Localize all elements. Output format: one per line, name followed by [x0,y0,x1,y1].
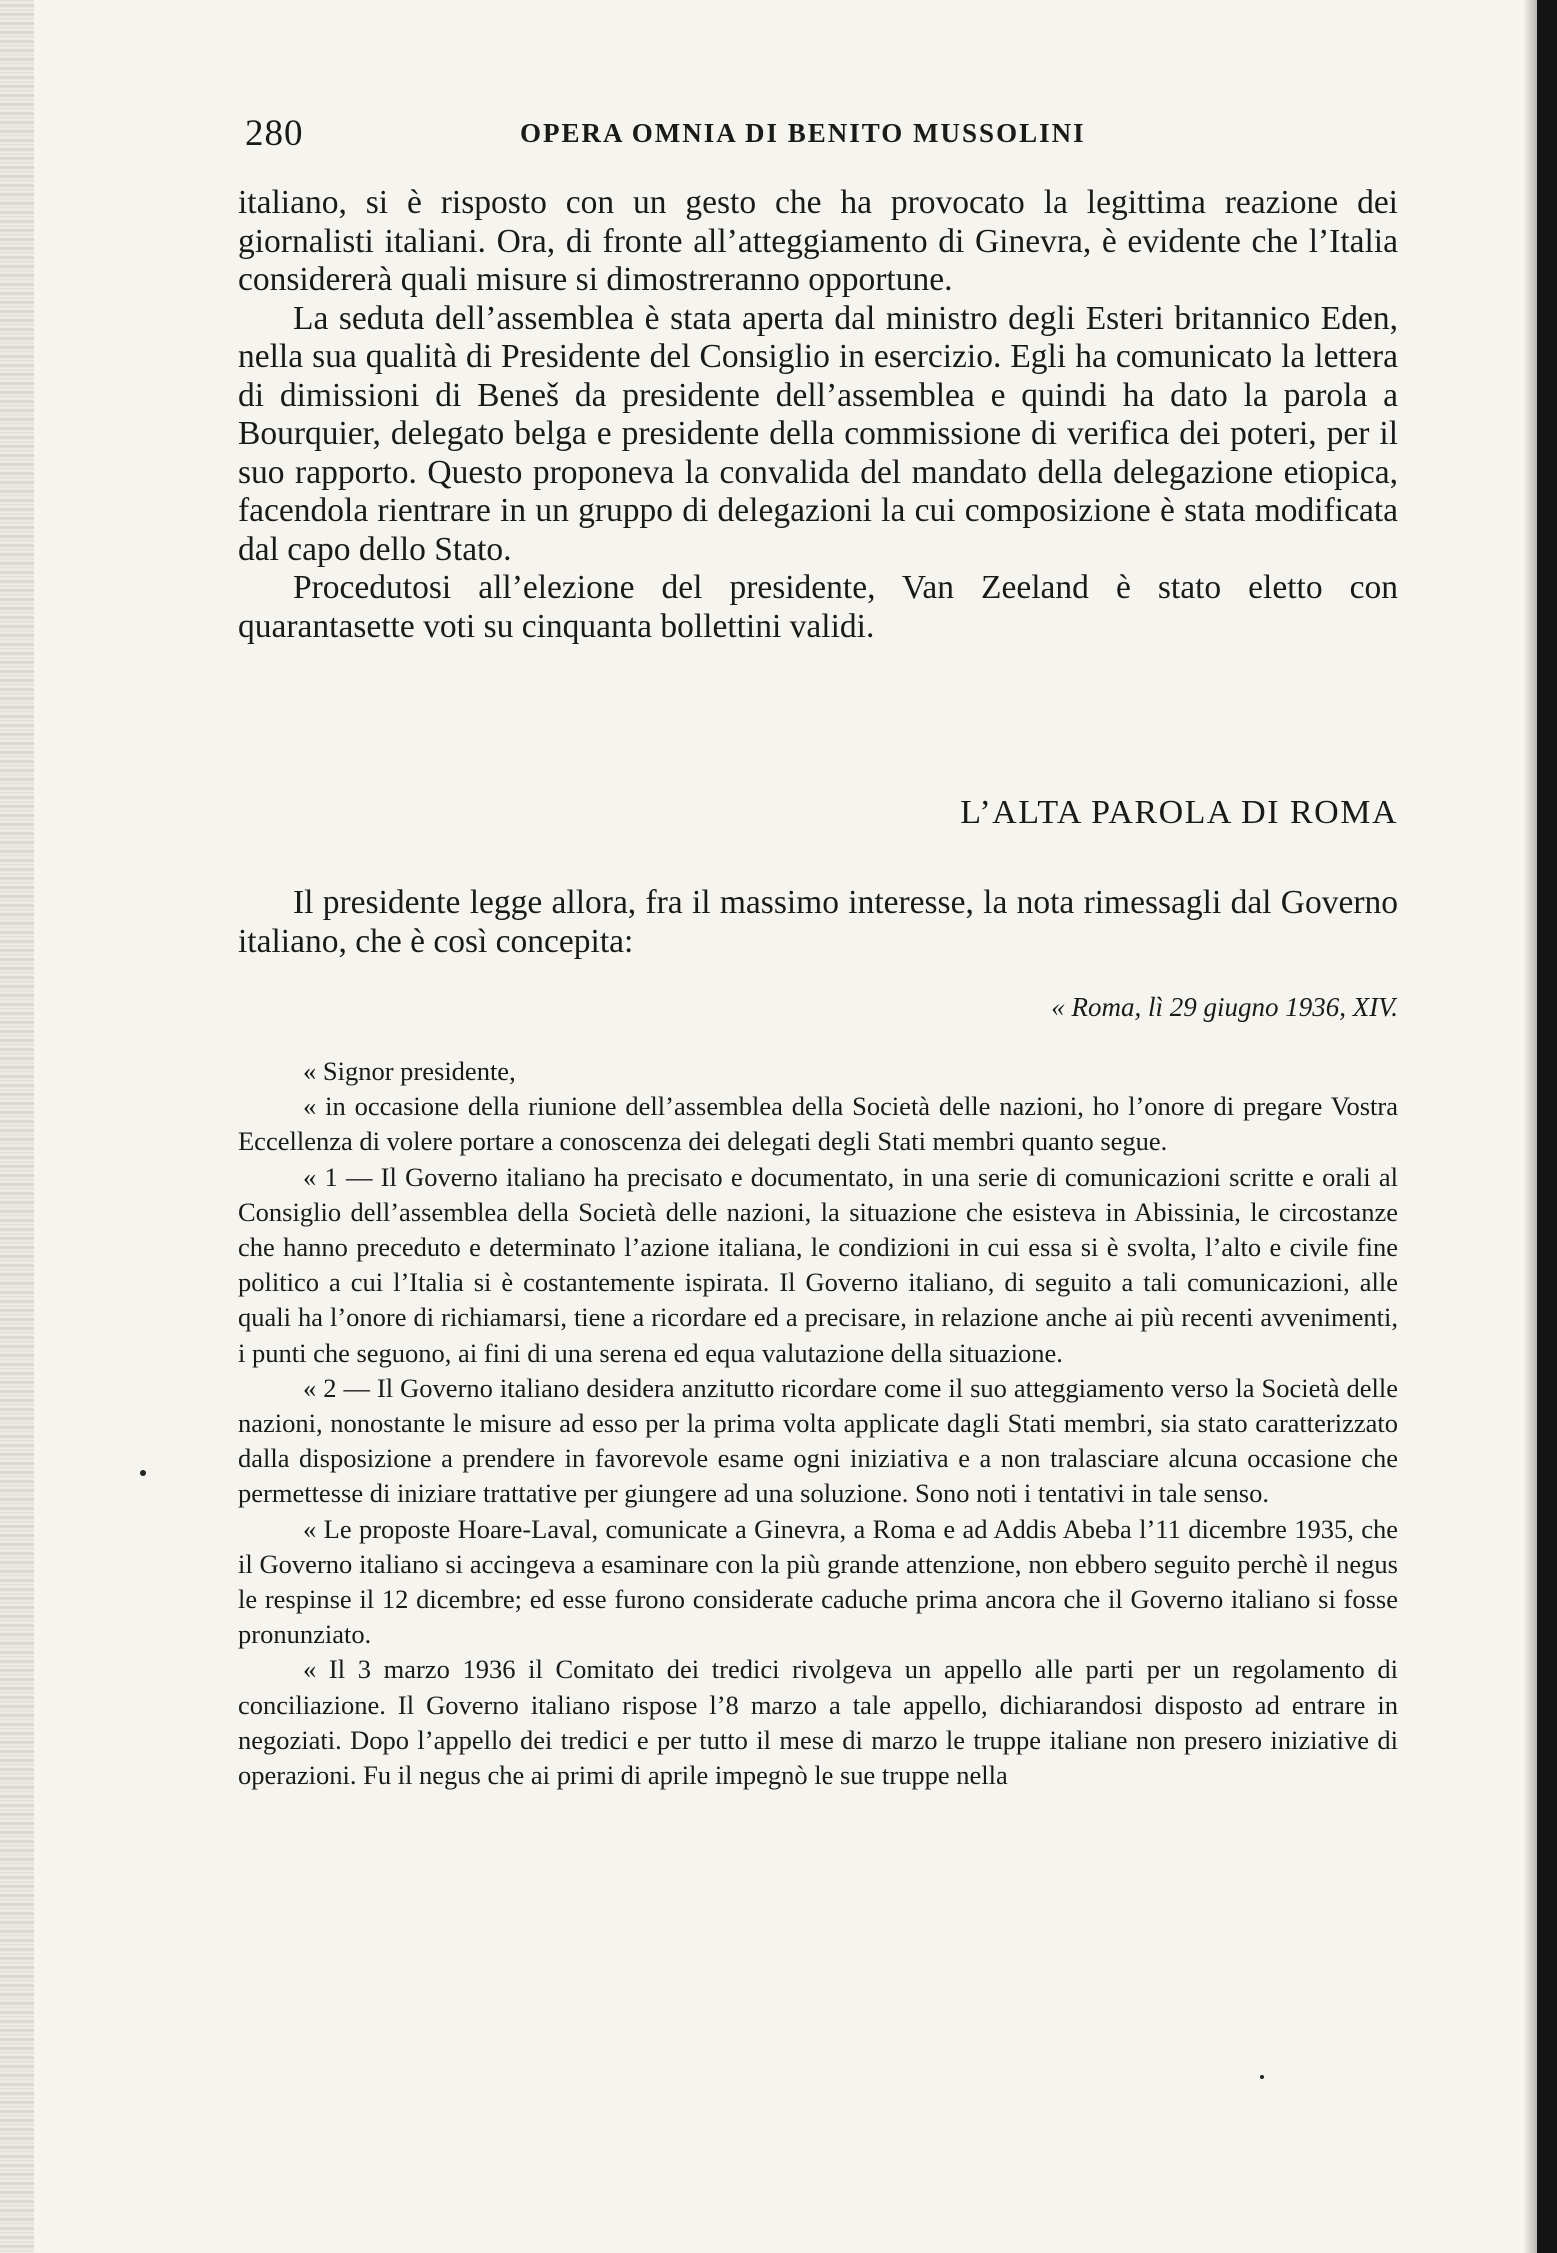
note-paragraph: « Le proposte Hoare-Laval, comunicate a Ginevra, a Roma e ad Addis Abeba l’11 dicembre 1935, che il Governo italiano si accingeva a esaminare con la più grande attenzione, non ebbero seguito perchè il negus le respinse il 12 dicembre; ed esse furono considerate caduche prima ancora che il Governo italiano si fosse pronunziato. [238,1513,1398,1650]
running-title: OPERA OMNIA DI BENITO MUSSOLINI [520,118,1086,148]
scan-speck [140,1470,146,1476]
intro-section [238,884,1398,961]
note-paragraph: « 1 — Il Governo italiano ha precisato e documentato, in una serie di comunicazioni scritte e orali al Consiglio dell’assemblea della Società delle nazioni, la situazione che esisteva in Abissinia, le circostanze che hanno preceduto e determinato l’azione italiana, le condizioni in cui essa si è svolta, l’alto e civile fine politico a cui l’Italia si è costantemente ispirata. Il Governo italiano, di seguito a tali comunicazioni, alle quali ha l’onore di richiamarsi, tiene a ricordare ed a precisare, in relazione anche ai più recenti avvenimenti, i punti che seguono, ai fini di una serena ed equa valutazione della situazione. [238,1161,1398,1368]
note-date: « Roma, lì 29 giugno 1936, XIV. [1051,992,1398,1022]
scan-speck [1260,2075,1264,2079]
page-edge-shadow [1523,0,1537,2253]
note-salutation: « Signor presidente, [303,1056,516,1086]
page-number: 280 [245,113,304,154]
page-right-border [1537,0,1557,2253]
page-header [245,112,1395,172]
italian-government-note [238,1054,1398,1793]
note-paragraph: « 2 — Il Governo italiano desidera anzitutto ricordare come il suo atteggiamento verso la Società delle nazioni, nonostante le misure ad esso per la prima volta applicate dagli Stati membri, sia stato caratterizzato dalla disposizione a prendere in favorevole esame ogni iniziativa e a non tralasciare alcuna occasione che permettesse di iniziare trattative per giungere ad una soluzione. Sono noti i tentativi in tale senso. [238,1372,1398,1509]
paragraph: italiano, si è risposto con un gesto che ha provocato la legittima reazione dei giornalisti italiani. Ora, di fronte all’atteggiamento di Ginevra, è evidente che l’Italia considererà quali misure si dimostreranno opportune. [238,184,1398,298]
paragraph: Procedutosi all’elezione del presidente, Van Zeeland è stato eletto con quarantasette voti su cinquanta bollettini validi. [238,569,1398,645]
article-continuation [238,184,1398,646]
note-paragraph: « in occasione della riunione dell’assemblea della Società delle nazioni, ho l’onore di pregare Vostra Eccellenza di volere portare a conoscenza dei delegati degli Stati membri quanto segue. [238,1091,1398,1157]
page-body [238,184,1398,1791]
note-paragraph: « Il 3 marzo 1936 il Comitato dei tredici rivolgeva un appello alle parti per un regolamento di conciliazione. Il Governo italiano rispose l’8 marzo a tale appello, dichiarandosi disposto ad entrare in negoziati. Dopo l’appello dei tredici e per tutto il mese di marzo le truppe italiane non presero iniziative di operazioni. Fu il negus che ai primi di aprile impegnò le sue truppe nella [238,1654,1398,1791]
paragraph: La seduta dell’assemblea è stata aperta dal ministro degli Esteri britannico Eden, nella sua qualità di Presidente del Consiglio in esercizio. Egli ha comunicato la lettera di dimissioni di Beneš da presidente dell’assemblea e quindi ha dato la parola a Bourquier, delegato belga e presidente della commissione di verifica dei poteri, per il suo rapporto. Questo proponeva la convalida del mandato della delegazione etiopica, facendola rientrare in un gruppo di delegazioni la cui composizione è stata modificata dal capo dello Stato. [238,299,1398,568]
page-binding-edge [0,0,34,2253]
section-title: L’ALTA PAROLA DI ROMA [960,794,1398,831]
intro-paragraph: Il presidente legge allora, fra il massimo interesse, la nota rimessagli dal Governo italiano, che è così concepita: [238,884,1398,960]
